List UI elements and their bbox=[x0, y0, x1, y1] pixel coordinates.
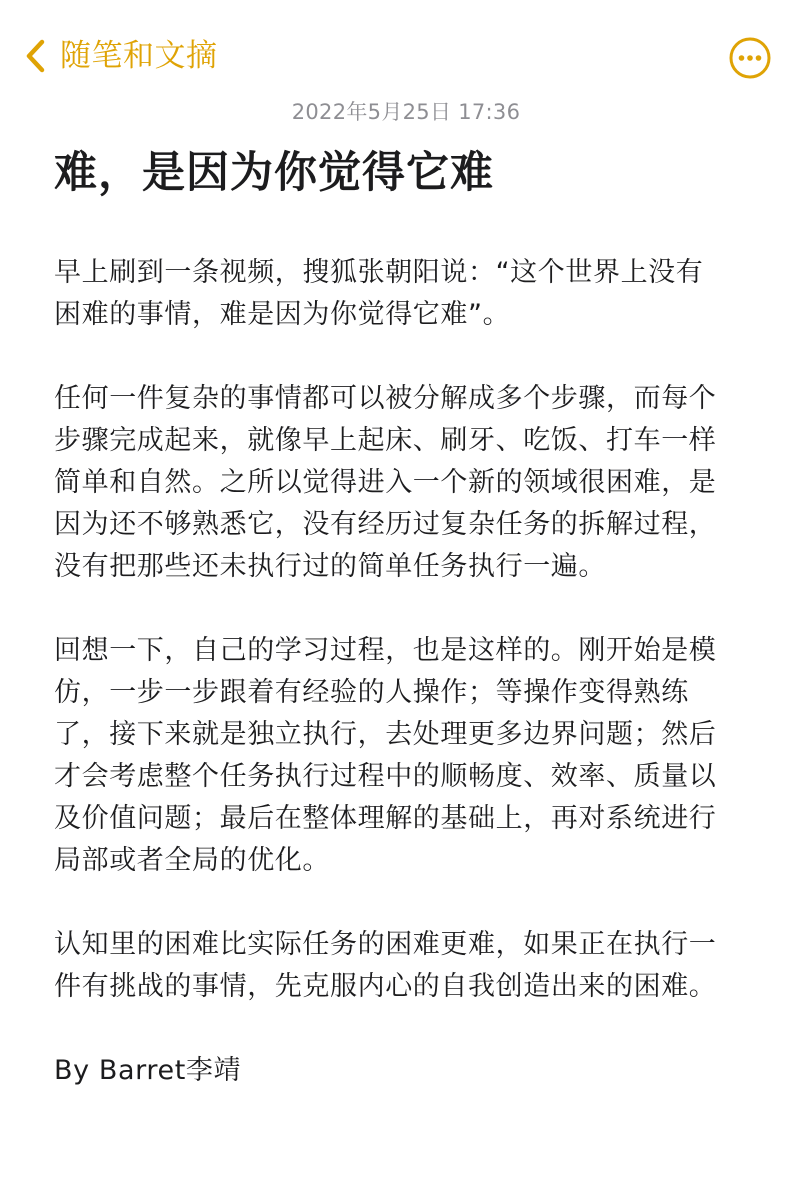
paragraph bbox=[54, 630, 764, 882]
note-body[interactable] bbox=[54, 252, 764, 1134]
text-line: 早上刷到一条视频，搜狐张朝阳说：“这个世界上没有 bbox=[54, 257, 704, 288]
back-button[interactable] bbox=[22, 34, 218, 78]
text-line: 因为还不够熟悉它，没有经历过复杂任务的拆解过程， bbox=[54, 509, 717, 540]
signature-paragraph bbox=[54, 1050, 764, 1092]
ellipsis-circle-icon[interactable] bbox=[728, 36, 772, 80]
paragraph bbox=[54, 924, 764, 1008]
text-line: 件有挑战的事情，先克服内心的自我创造出来的困难。 bbox=[54, 971, 717, 1002]
text-line: 困难的事情，难是因为你觉得它难”。 bbox=[54, 299, 511, 330]
chevron-left-icon bbox=[22, 36, 52, 76]
text-line: 步骤完成起来，就像早上起床、刷牙、吃饭、打车一样 bbox=[54, 425, 717, 456]
text-line: 及价值问题；最后在整体理解的基础上，再对系统进行 bbox=[54, 803, 717, 834]
text-line: 局部或者全局的优化。 bbox=[54, 845, 330, 876]
back-button-label: 随笔和文摘 bbox=[60, 38, 218, 74]
paragraph bbox=[54, 252, 764, 336]
text-line: 认知里的困难比实际任务的困难更难，如果正在执行一 bbox=[54, 929, 717, 960]
text-line: 没有把那些还未执行过的简单任务执行一遍。 bbox=[54, 551, 606, 582]
text-line: 才会考虑整个任务执行过程中的顺畅度、效率、质量以 bbox=[54, 761, 717, 792]
text-line: 仿，一步一步跟着有经验的人操作；等操作变得熟练 bbox=[54, 677, 689, 708]
navigation-bar bbox=[0, 0, 812, 112]
text-line: 了，接下来就是独立执行，去处理更多边界问题；然后 bbox=[54, 719, 717, 750]
text-line: 任何一件复杂的事情都可以被分解成多个步骤，而每个 bbox=[54, 383, 717, 414]
text-line: 简单和自然。之所以觉得进入一个新的领域很困难，是 bbox=[54, 467, 717, 498]
note-timestamp: 2022年5月25日 17:36 bbox=[291, 100, 521, 124]
signature-line: By Barret李靖 bbox=[54, 1055, 242, 1086]
text-line: 回想一下，自己的学习过程，也是这样的。刚开始是模 bbox=[54, 635, 717, 666]
note-title: 难，是因为你觉得它难 bbox=[54, 148, 494, 198]
paragraph bbox=[54, 378, 764, 588]
